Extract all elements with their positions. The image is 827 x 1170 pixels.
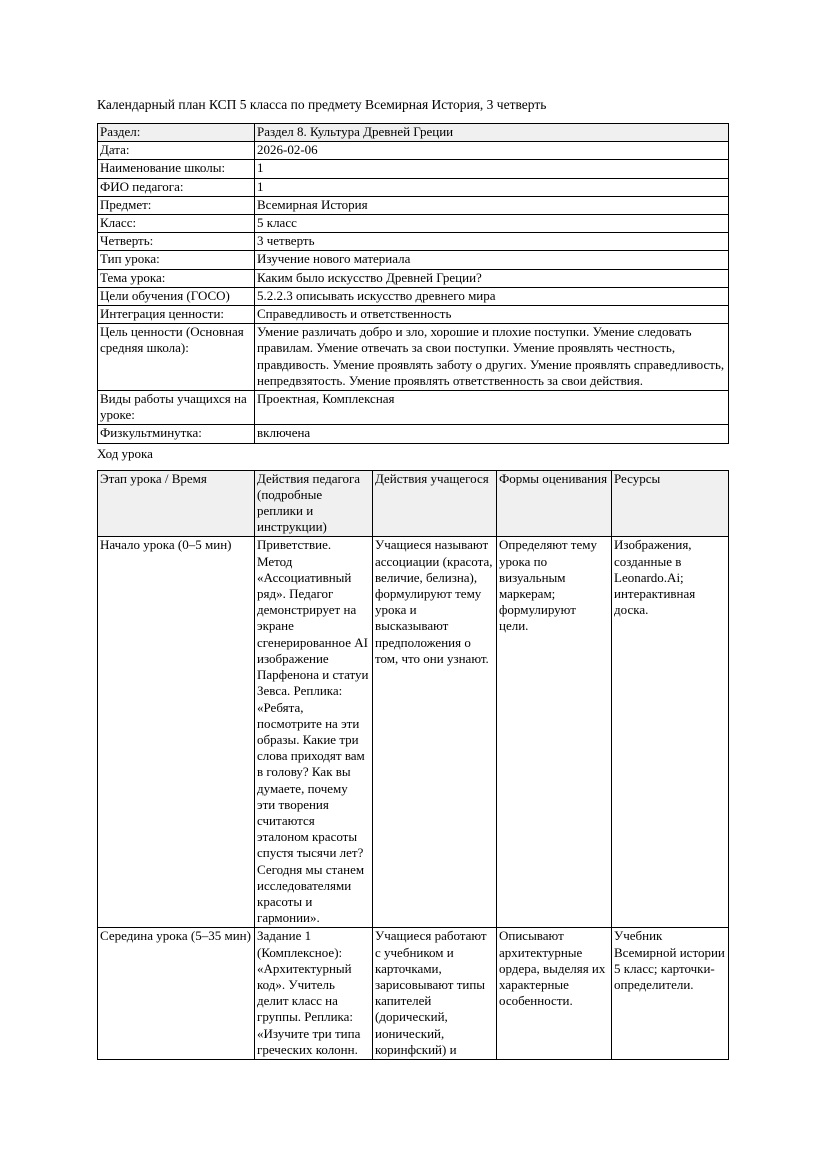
lesson-table-body [98,537,729,1060]
info-row-value: включена [255,425,729,443]
info-row-label: Цели обучения (ГОСО) [98,287,255,305]
info-row-value: Справедливость и ответственность [255,306,729,324]
info-row-value: 3 четверть [255,233,729,251]
info-row-value: Всемирная История [255,196,729,214]
info-table-row [98,215,729,233]
lesson-cell-stage: Середина урока (5–35 мин) [98,928,255,1060]
lesson-column-header: Формы оценивания [497,470,612,537]
info-row-value: Умение различать добро и зло, хорошие и плохие поступки. Умение следовать правилам. Умение отвечать за свои поступки. Умение проявлять честность, правдивость. Умение проявлять заботу о других. Умение проявлять справедливость, непредвзятость. Умение проявлять ответственность за свои действия. [255,324,729,391]
info-row-value: Раздел 8. Культура Древней Греции [255,124,729,142]
info-row-value: Каким было искусство Древней Греции? [255,269,729,287]
info-row-value: 2026-02-06 [255,142,729,160]
lesson-column-header: Действия учащегося [373,470,497,537]
lesson-cell-assessment: Описывают архитектурные ордера, выделяя их характерные особенности. [497,928,612,1060]
info-table-body [98,124,729,444]
lesson-cell-resources: Изображения, созданные в Leonardo.Ai; интерактивная доска. [612,537,729,928]
lesson-info-table [97,123,729,444]
lesson-cell-student: Учащиеся называют ассоциации (красота, величие, белизна), формулируют тему урока и высказывают предположения о том, что они узнают. [373,537,497,928]
info-row-label: Интеграция ценности: [98,306,255,324]
info-row-label: Раздел: [98,124,255,142]
lesson-cell-resources: Учебник Всемирной истории 5 класс; карточки-определители. [612,928,729,1060]
info-row-label: Четверть: [98,233,255,251]
lesson-table-header-row [98,470,729,537]
lesson-cell-student: Учащиеся работают с учебником и карточками, зарисовывают типы капителей (дорический, ионический, коринфский) и [373,928,497,1060]
info-table-row [98,425,729,443]
lesson-column-header: Этап урока / Время [98,470,255,537]
lesson-flow-table [97,470,729,1060]
info-table-row [98,287,729,305]
info-row-label: Дата: [98,142,255,160]
lesson-cell-teacher: Приветствие. Метод «Ассоциативный ряд». Педагог демонстрирует на экране сгенерированное AI изображение Парфенона и статуи Зевса. Реплика: «Ребята, посмотрите на эти образы. Какие три слова приходят вам в голову? Как вы думаете, почему эти творения считаются эталоном красоты спустя тысячи лет? Сегодня мы станем исследователями красоты и гармонии». [255,537,373,928]
info-table-row [98,124,729,142]
info-row-label: ФИО педагога: [98,178,255,196]
info-table-row [98,160,729,178]
document-title: Календарный план КСП 5 класса по предмету Всемирная История, 3 четверть [97,97,547,112]
info-row-value: 1 [255,178,729,196]
info-row-value: Проектная, Комплексная [255,391,729,425]
lesson-table-row [98,537,729,928]
info-table-row [98,178,729,196]
info-table-row [98,269,729,287]
info-row-label: Физкультминутка: [98,425,255,443]
info-row-label: Тип урока: [98,251,255,269]
info-row-value: 5 класс [255,215,729,233]
lesson-table-clip [97,470,730,1060]
lesson-cell-assessment: Определяют тему урока по визуальным маркерам; формулируют цели. [497,537,612,928]
info-table-row [98,391,729,425]
info-table-row [98,306,729,324]
lesson-flow-heading: Ход урока [97,445,153,461]
info-row-value: Изучение нового материала [255,251,729,269]
info-row-label: Наименование школы: [98,160,255,178]
info-table-row [98,142,729,160]
lesson-column-header: Действия педагога (подробные реплики и инструкции) [255,470,373,537]
lesson-column-header: Ресурсы [612,470,729,537]
info-row-value: 1 [255,160,729,178]
info-table-row [98,196,729,214]
info-row-label: Предмет: [98,196,255,214]
lesson-cell-teacher: Задание 1 (Комплексное): «Архитектурный код». Учитель делит класс на группы. Реплика: «Изучите три типа греческих колонн. [255,928,373,1060]
info-table-row [98,233,729,251]
info-table-row [98,324,729,391]
info-row-value: 5.2.2.3 описывать искусство древнего мира [255,287,729,305]
info-row-label: Виды работы учащихся на уроке: [98,391,255,425]
lesson-cell-stage: Начало урока (0–5 мин) [98,537,255,928]
lesson-table-row [98,928,729,1060]
info-row-label: Цель ценности (Основная средняя школа): [98,324,255,391]
info-table-row [98,251,729,269]
info-row-label: Класс: [98,215,255,233]
info-row-label: Тема урока: [98,269,255,287]
